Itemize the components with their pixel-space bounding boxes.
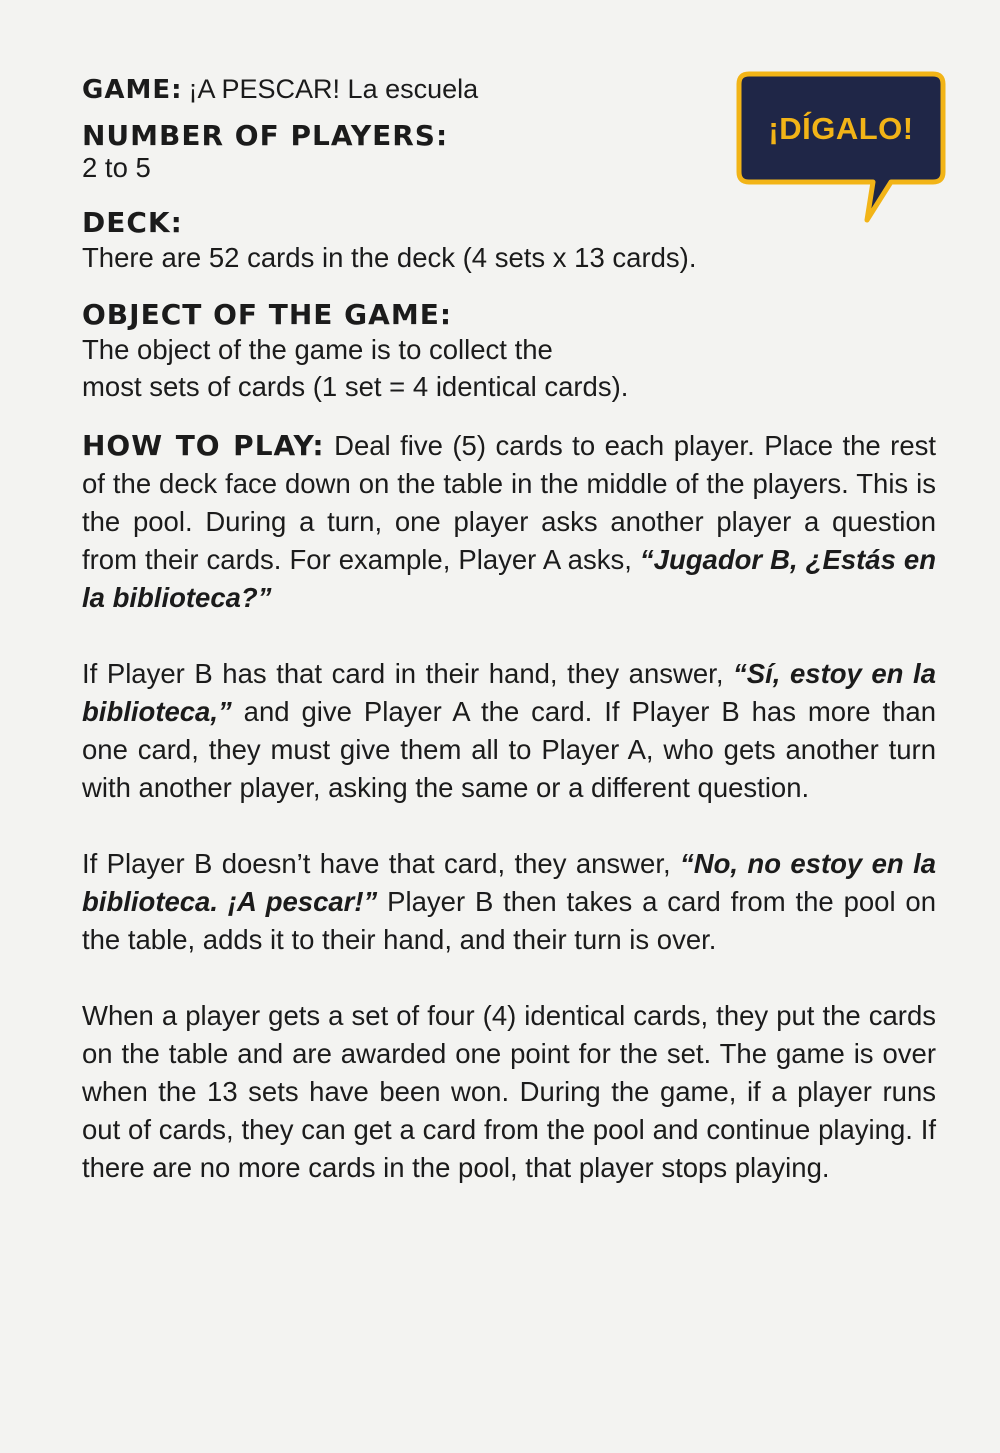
players-value: 2 to 5 [82, 152, 151, 183]
object-label: OBJECT OF THE GAME: [82, 298, 453, 331]
how-to-play-paragraph-1 [82, 427, 936, 617]
logo-text: ¡DÍGALO! [768, 111, 914, 146]
how-to-play-paragraph-2 [82, 655, 936, 807]
paragraph-3-quote: “No, no estoy en la biblioteca. ¡A pescar!” [82, 848, 936, 917]
paragraph-3-text-b: Player B then takes a card from the pool on the table, adds it to their hand, and their turn is over. [82, 886, 937, 955]
paragraph-2-text-b: and give Player A the card. If Player B has more than one card, they must give them all to Player A, who gets another turn with another player, asking the same or a different question. [82, 696, 936, 803]
digalo-logo [735, 68, 947, 228]
how-to-play-paragraph-4: When a player gets a set of four (4) identical cards, they put the cards on the table and are awarded one point for the set. The game is over when the 13 sets have been won. During the game, if a player runs out of cards, they can get a card from the pool and continue playing. If there are no more cards in the pool, that player stops playing. [82, 1000, 936, 1183]
paragraph-2-quote: “Sí, estoy en la biblioteca,” [82, 658, 936, 727]
paragraph-1-quote: “Jugador B, ¿Estás en la biblioteca?” [82, 544, 937, 613]
object-line-1: The object of the game is to collect the [82, 334, 553, 365]
object-line-2: most sets of cards (1 set = 4 identical cards). [82, 371, 629, 402]
paragraph-1-text: Deal five (5) cards to each player. Place the rest of the deck face down on the table in the middle of the players. This is the pool. During a turn, one player asks another player a question from their cards. For example, Player A asks, [82, 430, 937, 575]
game-label: GAME: [82, 75, 183, 105]
how-to-play-section [82, 427, 936, 1187]
paragraph-3-text-a: If Player B doesn’t have that card, they answer, [82, 848, 680, 879]
players-label: NUMBER OF PLAYERS: [82, 119, 449, 152]
paragraph-2-text-a: If Player B has that card in their hand, they answer, [82, 658, 734, 689]
how-to-play-label: HOW TO PLAY: [82, 429, 325, 462]
how-to-play-paragraph-3 [82, 845, 936, 959]
deck-value: There are 52 cards in the deck (4 sets x 13 cards). [82, 242, 697, 273]
deck-label: DECK: [82, 206, 183, 239]
game-value: ¡A PESCAR! La escuela [188, 74, 479, 104]
speech-bubble-icon [735, 68, 947, 228]
